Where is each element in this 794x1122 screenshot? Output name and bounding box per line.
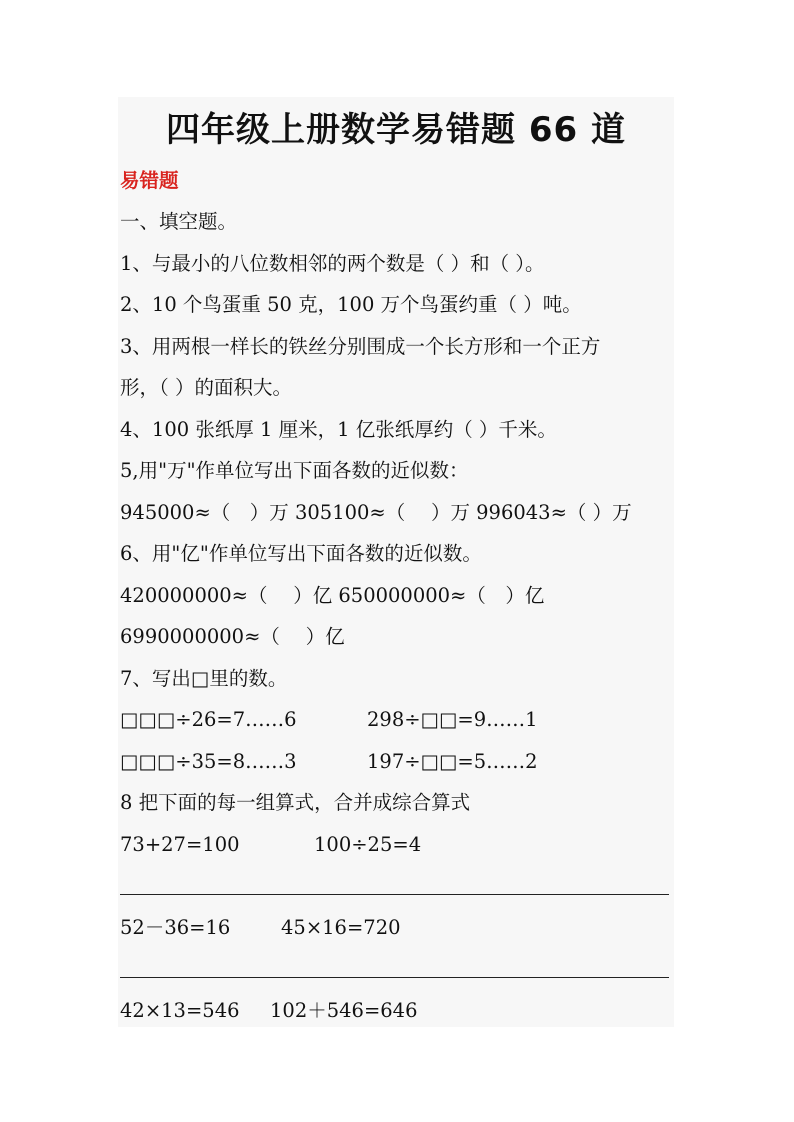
page-title: 四年级上册数学易错题 66 道 — [166, 110, 626, 150]
question-3-line-2: 形，（ ）的面积大。 — [120, 376, 292, 399]
q7-row-1-left: □□□÷26=7……6 — [120, 708, 297, 731]
q8-group-2-a: 52－36=16 — [120, 916, 231, 939]
question-1: 1、与最小的八位数相邻的两个数是（ ）和（ ）。 — [120, 252, 545, 275]
part-heading: 一、填空题。 — [120, 210, 238, 233]
answer-line-2 — [120, 977, 669, 978]
question-4: 4、100 张纸厚 1 厘米，1 亿张纸厚约（ ）千米。 — [120, 418, 557, 441]
answer-line-1 — [120, 894, 669, 895]
q8-group-1-b: 100÷25=4 — [314, 833, 422, 856]
question-5: 5,用"万"作单位写出下面各数的近似数： — [120, 459, 469, 482]
question-7: 7、写出□里的数。 — [120, 667, 288, 690]
q7-row-2-left: □□□÷35=8……3 — [120, 750, 297, 773]
question-2: 2、10 个鸟蛋重 50 克，100 万个鸟蛋约重（ ）吨。 — [120, 293, 582, 316]
q8-group-1-a: 73+27=100 — [120, 833, 240, 856]
section-label: 易错题 — [120, 169, 179, 192]
question-5-items: 945000≈（ ）万 305100≈（ ）万 996043≈（ ）万 — [120, 501, 632, 524]
question-3-line-1: 3、用两根一样长的铁丝分别围成一个长方形和一个正方 — [120, 335, 601, 358]
q8-group-2-b: 45×16=720 — [281, 916, 401, 939]
question-6: 6、用"亿"作单位写出下面各数的近似数。 — [120, 542, 482, 565]
q7-row-2-right: 197÷□□=5……2 — [367, 750, 538, 773]
question-6-items-line-2: 6990000000≈（ ）亿 — [120, 625, 345, 648]
q8-group-3-b: 102＋546=646 — [270, 999, 418, 1022]
q8-group-3-a: 42×13=546 — [120, 999, 240, 1022]
question-8: 8 把下面的每一组算式，合并成综合算式 — [120, 791, 471, 814]
question-6-items-line-1: 420000000≈（ ）亿 650000000≈（ ）亿 — [120, 584, 545, 607]
q7-row-1-right: 298÷□□=9……1 — [367, 708, 538, 731]
